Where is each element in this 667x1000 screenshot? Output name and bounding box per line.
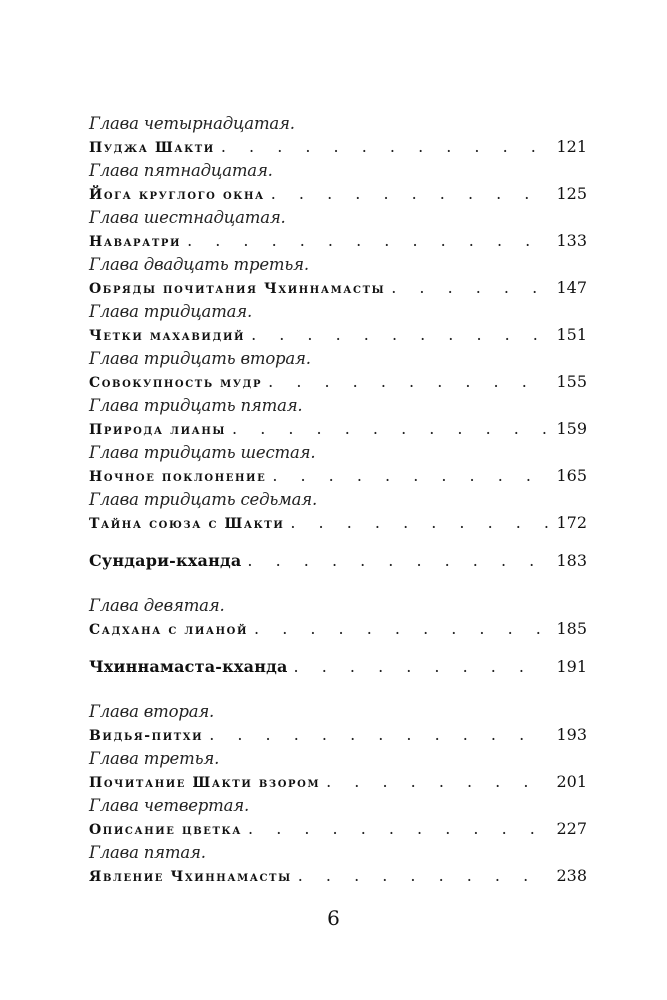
section-title: Сундари-кханда: [89, 551, 242, 570]
dot-leader: [298, 864, 549, 888]
page-ref: 151: [556, 325, 587, 344]
dot-leader: [271, 182, 549, 206]
toc-section[interactable]: [89, 654, 587, 701]
title-line: [89, 770, 587, 794]
chapter-title: Видья-питхи: [89, 728, 204, 744]
page-ref: 125: [556, 184, 587, 203]
dot-leader: [391, 276, 548, 300]
page-ref: 191: [556, 657, 587, 676]
toc-entry[interactable]: [89, 748, 587, 795]
toc-entry[interactable]: [89, 842, 587, 889]
dot-leader: [294, 655, 549, 679]
chapter-label: Глава четырнадцатая.: [89, 114, 295, 133]
section-line: [89, 548, 587, 574]
dot-leader: [247, 549, 548, 573]
chapter-title: Совокупность мудр: [89, 375, 263, 391]
chapter-title: Ночное поклонение: [89, 469, 267, 485]
chapter-title: Явление Чхиннамасты: [89, 869, 292, 885]
chapter-label: Глава тридцать вторая.: [89, 349, 311, 368]
page-ref: 238: [556, 866, 587, 885]
toc-entry[interactable]: [89, 442, 587, 489]
toc-entry[interactable]: [89, 701, 587, 748]
page-ref: 165: [556, 466, 587, 485]
chapter-title: Навaратри: [89, 234, 182, 250]
page-ref: 155: [556, 372, 587, 391]
chapter-title: Природа лианы: [89, 422, 227, 438]
dot-leader: [209, 723, 548, 747]
chapter-title: Четки махавидий: [89, 328, 246, 344]
toc-entry[interactable]: [89, 113, 587, 160]
chapter-label: Глава четвертая.: [89, 796, 250, 815]
title-line: [89, 864, 587, 888]
chapter-title: Описание цветка: [89, 822, 243, 838]
page-ref: 227: [556, 819, 587, 838]
section-title: Чхиннамаста-кханда: [89, 657, 288, 676]
chapter-label: Глава двадцать третья.: [89, 255, 309, 274]
title-line: [89, 817, 587, 841]
toc-entry[interactable]: [89, 207, 587, 254]
dot-leader: [290, 511, 548, 535]
dot-leader: [251, 323, 548, 347]
chapter-label: Глава третья.: [89, 749, 220, 768]
dot-leader: [248, 817, 548, 841]
toc-entry[interactable]: [89, 395, 587, 442]
page-ref: 159: [556, 419, 587, 438]
chapter-title: Йога круглого окна: [89, 187, 265, 203]
chapter-label: Глава тридцать шестая.: [89, 443, 316, 462]
chapter-label: Глава пятая.: [89, 843, 206, 862]
title-line: [89, 617, 587, 641]
dot-leader: [268, 370, 548, 394]
dot-leader: [221, 135, 549, 159]
chapter-title: Пуджа Шакти: [89, 140, 215, 156]
chapter-label: Глава пятнадцатая.: [89, 161, 273, 180]
title-line: [89, 229, 587, 253]
title-line: [89, 511, 587, 535]
toc-entry[interactable]: [89, 795, 587, 842]
title-line: [89, 464, 587, 488]
title-line: [89, 370, 587, 394]
title-line: [89, 276, 587, 300]
toc-entry[interactable]: [89, 595, 587, 642]
toc-entry[interactable]: [89, 254, 587, 301]
chapter-title: Почитание Шакти взором: [89, 775, 321, 791]
title-line: [89, 723, 587, 747]
chapter-label: Глава девятая.: [89, 596, 225, 615]
toc-entry[interactable]: [89, 160, 587, 207]
page-ref: 121: [556, 137, 587, 156]
chapter-label: Глава вторая.: [89, 702, 215, 721]
chapter-label: Глава тридцать пятая.: [89, 396, 303, 415]
dot-leader: [272, 464, 548, 488]
title-line: [89, 417, 587, 441]
page-ref: 133: [556, 231, 587, 250]
page-ref: 172: [556, 513, 587, 532]
section-line: [89, 654, 587, 680]
page-ref: 183: [556, 551, 587, 570]
page-ref: 193: [556, 725, 587, 744]
chapter-label: Глава шестнадцатая.: [89, 208, 286, 227]
dot-leader: [326, 770, 548, 794]
page-ref: 201: [556, 772, 587, 791]
chapter-label: Глава тридцать седьмая.: [89, 490, 318, 509]
title-line: [89, 135, 587, 159]
page-number: 6: [327, 906, 340, 930]
page-ref: 147: [556, 278, 587, 297]
toc-entry[interactable]: [89, 348, 587, 395]
dot-leader: [187, 229, 548, 253]
page-ref: 185: [556, 619, 587, 638]
toc-entry[interactable]: [89, 301, 587, 348]
chapter-title: Садхана с лианой: [89, 622, 249, 638]
chapter-title: Тайна союза с Шакти: [89, 516, 285, 532]
title-line: [89, 182, 587, 206]
toc-section[interactable]: [89, 548, 587, 595]
toc-entry[interactable]: [89, 489, 587, 536]
chapter-label: Глава тридцатая.: [89, 302, 253, 321]
table-of-contents: [89, 113, 587, 889]
chapter-title: Обряды почитания Чхиннамасты: [89, 281, 386, 297]
dot-leader: [254, 617, 548, 641]
dot-leader: [232, 417, 548, 441]
title-line: [89, 323, 587, 347]
